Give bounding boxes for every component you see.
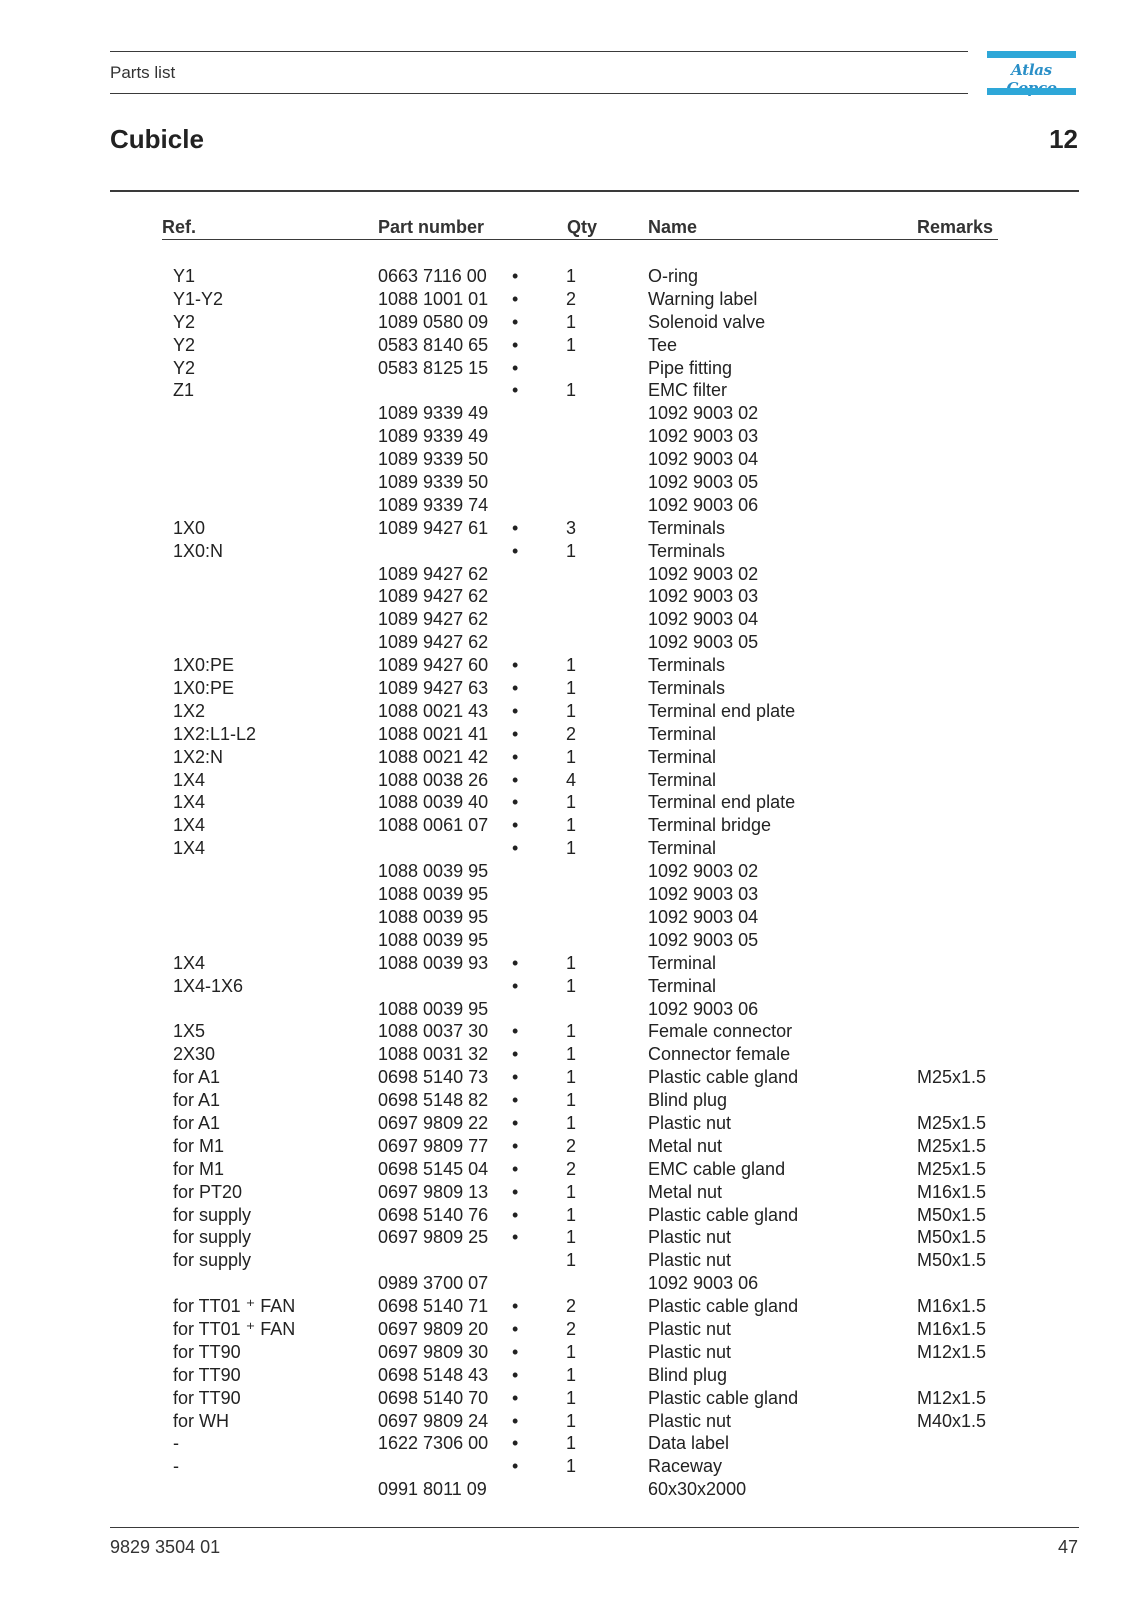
qty-cell: 2 — [566, 1135, 577, 1156]
qty-cell: 1 — [566, 1204, 577, 1225]
bullet-marker: • — [512, 1456, 519, 1477]
part-number-cell: 0698 5145 04 — [378, 1158, 489, 1179]
table-row — [0, 1112, 1131, 1135]
qty-cell: 1 — [566, 678, 577, 699]
part-number-cell: 1088 0021 43 — [378, 700, 489, 721]
bullet-marker: • — [512, 1090, 519, 1111]
qty-cell: 1 — [566, 1364, 577, 1385]
part-number-cell: 0697 9809 77 — [378, 1135, 489, 1156]
part-number-cell: 0698 5140 71 — [378, 1296, 489, 1317]
name-cell: Metal nut — [648, 1135, 723, 1156]
qty-cell: 2 — [566, 1318, 577, 1339]
ref-cell: Y2 — [173, 357, 196, 378]
table-row — [0, 265, 1131, 288]
ref-cell: 1X4-1X6 — [173, 975, 244, 996]
name-cell: 1092 9003 03 — [648, 426, 759, 447]
title-rule — [110, 190, 1079, 192]
qty-cell: 2 — [566, 288, 577, 309]
qty-cell: 1 — [566, 655, 577, 676]
bullet-marker: • — [512, 815, 519, 836]
part-number-cell: 0991 8011 09 — [378, 1479, 487, 1500]
parts-table-body — [0, 265, 1131, 1501]
table-row — [0, 746, 1131, 769]
name-cell: Terminal — [648, 746, 717, 767]
bullet-marker: • — [512, 357, 519, 378]
qty-cell: 1 — [566, 311, 577, 332]
name-cell: Plastic nut — [648, 1341, 732, 1362]
table-row — [0, 929, 1131, 952]
table-row — [0, 860, 1131, 883]
bullet-marker: • — [512, 1021, 519, 1042]
qty-cell: 1 — [566, 266, 577, 286]
ref-cell: - — [173, 1433, 179, 1454]
ref-cell: 1X0 — [173, 517, 206, 538]
name-cell: Terminal — [648, 838, 717, 859]
header-top-rule — [110, 51, 968, 52]
table-row — [0, 585, 1131, 608]
name-cell: 1092 9003 06 — [648, 494, 759, 515]
bullet-marker: • — [512, 792, 519, 813]
name-cell: Connector female — [648, 1044, 791, 1065]
ref-cell: 1X4 — [173, 769, 206, 790]
ref-cell: Y2 — [173, 334, 196, 355]
remarks-cell: M25x1.5 — [917, 1067, 987, 1088]
qty-cell: 1 — [566, 334, 577, 355]
part-number-cell: 0697 9809 22 — [378, 1112, 489, 1133]
name-cell: Terminals — [648, 678, 726, 699]
ref-cell: 2X30 — [173, 1044, 216, 1065]
table-row — [0, 402, 1131, 425]
ref-cell: for PT20 — [173, 1181, 243, 1202]
remarks-cell: M12x1.5 — [917, 1341, 987, 1362]
qty-cell: 1 — [566, 975, 577, 996]
part-number-cell: 0989 3700 07 — [378, 1273, 489, 1294]
ref-cell: Z1 — [173, 380, 195, 401]
bullet-marker: • — [512, 1067, 519, 1088]
part-number-cell: 1088 0039 95 — [378, 884, 489, 905]
footer-rule — [110, 1527, 1079, 1528]
qty-cell: 1 — [566, 746, 577, 767]
name-cell: Terminal — [648, 952, 717, 973]
table-row — [0, 334, 1131, 357]
part-number-cell: 0698 5148 82 — [378, 1090, 489, 1111]
part-number-cell: 1088 0039 95 — [378, 998, 489, 1019]
ref-cell: 1X0:PE — [173, 655, 235, 676]
name-cell: Metal nut — [648, 1181, 723, 1202]
part-number-cell: 1088 0031 32 — [378, 1044, 489, 1065]
remarks-cell: M16x1.5 — [917, 1296, 987, 1317]
name-cell: Terminal — [648, 975, 717, 996]
name-cell: 1092 9003 04 — [648, 609, 759, 630]
part-number-cell: 1088 0039 95 — [378, 929, 489, 950]
bullet-marker: • — [512, 266, 519, 286]
qty-cell: 1 — [566, 1090, 577, 1111]
ref-cell: 1X0:N — [173, 540, 224, 561]
column-header-remarks: Remarks — [917, 217, 994, 237]
part-number-cell: 1089 9427 62 — [378, 632, 489, 653]
table-row — [0, 1226, 1131, 1249]
bullet-marker: • — [512, 311, 519, 332]
part-number-cell: 1089 0580 09 — [378, 311, 489, 332]
name-cell: 1092 9003 02 — [648, 861, 759, 882]
table-row — [0, 1272, 1131, 1295]
remarks-cell: M50x1.5 — [917, 1250, 987, 1271]
name-cell: 1092 9003 05 — [648, 632, 759, 653]
qty-cell: 1 — [566, 815, 577, 836]
part-number-cell: 1088 0039 40 — [378, 792, 489, 813]
name-cell: EMC filter — [648, 380, 728, 401]
ref-cell: 1X4 — [173, 952, 206, 973]
qty-cell: 1 — [566, 1021, 577, 1042]
table-row — [0, 540, 1131, 563]
logo-text: Atlas — [1011, 61, 1052, 79]
name-cell: Plastic nut — [648, 1250, 732, 1271]
part-number-cell: 1089 9427 62 — [378, 586, 489, 607]
table-row — [0, 288, 1131, 311]
part-number-cell: 1089 9427 61 — [378, 517, 489, 538]
bullet-marker: • — [512, 1112, 519, 1133]
atlas-copco-logo — [987, 51, 1076, 95]
table-row — [0, 608, 1131, 631]
qty-cell: 1 — [566, 1433, 577, 1454]
ref-cell: 1X5 — [173, 1021, 206, 1042]
table-row — [0, 837, 1131, 860]
qty-cell: 1 — [566, 540, 577, 561]
table-row — [0, 1432, 1131, 1455]
qty-cell: 1 — [566, 792, 577, 813]
bullet-marker: • — [512, 700, 519, 721]
part-number-cell: 0583 8125 15 — [378, 357, 489, 378]
qty-cell: 2 — [566, 1158, 577, 1179]
remarks-cell: M16x1.5 — [917, 1318, 987, 1339]
qty-cell: 1 — [566, 1341, 577, 1362]
bullet-marker: • — [512, 655, 519, 676]
part-number-cell: 1089 9339 49 — [378, 426, 489, 447]
part-number-cell: 0697 9809 24 — [378, 1410, 489, 1431]
qty-cell: 1 — [566, 1227, 577, 1248]
table-row — [0, 1158, 1131, 1181]
name-cell: Blind plug — [648, 1364, 728, 1385]
name-cell: 1092 9003 05 — [648, 929, 759, 950]
table-row — [0, 631, 1131, 654]
name-cell: Terminal bridge — [648, 815, 772, 836]
qty-cell: 2 — [566, 723, 577, 744]
page-title: Cubicle — [110, 124, 204, 154]
table-row — [0, 769, 1131, 792]
qty-cell: 3 — [566, 517, 577, 538]
part-number-cell: 0583 8140 65 — [378, 334, 489, 355]
ref-cell: 1X2 — [173, 700, 206, 721]
name-cell: Plastic cable gland — [648, 1204, 799, 1225]
ref-cell: 1X2:L1-L2 — [173, 723, 257, 744]
qty-cell: 1 — [566, 1410, 577, 1431]
name-cell: 1092 9003 02 — [648, 563, 759, 584]
part-number-cell: 1088 0038 26 — [378, 769, 489, 790]
ref-cell: for TT90 — [173, 1341, 241, 1362]
qty-cell: 4 — [566, 769, 577, 790]
name-cell: Blind plug — [648, 1090, 728, 1111]
document-number: 9829 3504 01 — [110, 1537, 221, 1557]
part-number-cell: 1088 0037 30 — [378, 1021, 489, 1042]
table-row — [0, 791, 1131, 814]
ref-cell: for TT01 ⁺ FAN — [173, 1296, 296, 1317]
table-row — [0, 1295, 1131, 1318]
bullet-marker: • — [512, 1227, 519, 1248]
name-cell: Plastic cable gland — [648, 1296, 799, 1317]
ref-cell: 1X0:PE — [173, 678, 235, 699]
table-row — [0, 883, 1131, 906]
table-row — [0, 1364, 1131, 1387]
table-row — [0, 1020, 1131, 1043]
qty-cell: 2 — [566, 1296, 577, 1317]
ref-cell: 1X4 — [173, 792, 206, 813]
ref-cell: for A1 — [173, 1112, 221, 1133]
table-row — [0, 311, 1131, 334]
bullet-marker: • — [512, 1296, 519, 1317]
name-cell: Terminal — [648, 769, 717, 790]
bullet-marker: • — [512, 380, 519, 401]
table-row — [0, 471, 1131, 494]
table-row — [0, 448, 1131, 471]
name-cell: O-ring — [648, 266, 699, 286]
remarks-cell: M50x1.5 — [917, 1204, 987, 1225]
part-number-cell: 0697 9809 20 — [378, 1318, 489, 1339]
part-number-cell: 1089 9339 50 — [378, 472, 489, 493]
table-row — [0, 1066, 1131, 1089]
name-cell: Terminals — [648, 517, 726, 538]
ref-cell: for WH — [173, 1410, 229, 1431]
ref-cell: 1X2:N — [173, 746, 224, 767]
table-row — [0, 517, 1131, 540]
name-cell: Plastic nut — [648, 1410, 732, 1431]
table-row — [0, 1341, 1131, 1364]
part-number-cell: 0697 9809 13 — [378, 1181, 489, 1202]
table-row — [0, 654, 1131, 677]
name-cell: Solenoid valve — [648, 311, 766, 332]
bullet-marker: • — [512, 1364, 519, 1385]
part-number-cell: 1089 9427 62 — [378, 609, 489, 630]
table-row — [0, 494, 1131, 517]
table-row — [0, 1478, 1131, 1501]
name-cell: Warning label — [648, 288, 758, 309]
qty-cell: 1 — [566, 1456, 577, 1477]
table-row — [0, 563, 1131, 586]
name-cell: Terminals — [648, 540, 726, 561]
ref-cell: 1X4 — [173, 815, 206, 836]
part-number-cell: 0663 7116 00 — [378, 266, 487, 286]
remarks-cell: M12x1.5 — [917, 1387, 987, 1408]
name-cell: 1092 9003 02 — [648, 403, 759, 424]
name-cell: Data label — [648, 1433, 730, 1454]
table-row — [0, 1410, 1131, 1433]
name-cell: Terminal — [648, 723, 717, 744]
table-row — [0, 998, 1131, 1021]
bullet-marker: • — [512, 952, 519, 973]
column-header-name: Name — [648, 217, 698, 237]
part-number-cell: 1089 9339 74 — [378, 494, 489, 515]
name-cell: Tee — [648, 334, 678, 355]
remarks-cell: M50x1.5 — [917, 1227, 987, 1248]
part-number-cell: 0698 5140 76 — [378, 1204, 489, 1225]
bullet-marker: • — [512, 540, 519, 561]
part-number-cell: 1088 1001 01 — [378, 288, 489, 309]
part-number-cell: 1088 0021 41 — [378, 723, 489, 744]
ref-cell: for A1 — [173, 1090, 221, 1111]
bullet-marker: • — [512, 1318, 519, 1339]
bullet-marker: • — [512, 288, 519, 309]
table-row — [0, 1387, 1131, 1410]
bullet-marker: • — [512, 1135, 519, 1156]
header-label: Parts list — [110, 63, 176, 82]
table-row — [0, 677, 1131, 700]
ref-cell: for M1 — [173, 1135, 225, 1156]
name-cell: 1092 9003 05 — [648, 472, 759, 493]
table-row — [0, 952, 1131, 975]
name-cell: Plastic nut — [648, 1112, 732, 1133]
qty-cell: 1 — [566, 838, 577, 859]
name-cell: Plastic cable gland — [648, 1067, 799, 1088]
table-row — [0, 906, 1131, 929]
part-number-cell: 0697 9809 30 — [378, 1341, 489, 1362]
name-cell: 1092 9003 03 — [648, 884, 759, 905]
table-row — [0, 1043, 1131, 1066]
qty-cell: 1 — [566, 700, 577, 721]
name-cell: Female connector — [648, 1021, 793, 1042]
qty-cell: 1 — [566, 380, 577, 401]
part-number-cell: 1088 0039 95 — [378, 906, 489, 927]
ref-cell: 1X4 — [173, 838, 206, 859]
name-cell: Terminal end plate — [648, 792, 796, 813]
ref-cell: for TT90 — [173, 1387, 241, 1408]
bullet-marker: • — [512, 1341, 519, 1362]
table-row — [0, 1181, 1131, 1204]
part-number-cell: 1622 7306 00 — [378, 1433, 489, 1454]
bullet-marker: • — [512, 723, 519, 744]
ref-cell: for supply — [173, 1250, 252, 1271]
name-cell: Plastic cable gland — [648, 1387, 799, 1408]
name-cell: 1092 9003 04 — [648, 449, 759, 470]
table-row — [0, 700, 1131, 723]
table-row — [0, 1204, 1131, 1227]
remarks-cell: M25x1.5 — [917, 1158, 987, 1179]
name-cell: EMC cable gland — [648, 1158, 786, 1179]
part-number-cell: 1088 0039 93 — [378, 952, 489, 973]
part-number-cell: 1089 9339 50 — [378, 449, 489, 470]
bullet-marker: • — [512, 838, 519, 859]
table-row — [0, 357, 1131, 380]
bullet-marker: • — [512, 1181, 519, 1202]
ref-cell: - — [173, 1456, 179, 1477]
bullet-marker: • — [512, 517, 519, 538]
qty-cell: 1 — [566, 1112, 577, 1133]
ref-cell: Y2 — [173, 311, 196, 332]
remarks-cell: M40x1.5 — [917, 1410, 987, 1431]
name-cell: Plastic nut — [648, 1318, 732, 1339]
ref-cell: Y1-Y2 — [173, 288, 224, 309]
bullet-marker: • — [512, 334, 519, 355]
table-row — [0, 1249, 1131, 1272]
bullet-marker: • — [512, 769, 519, 790]
name-cell: Terminals — [648, 655, 726, 676]
table-row — [0, 379, 1131, 402]
table-row — [0, 975, 1131, 998]
part-number-cell: 1089 9339 49 — [378, 403, 489, 424]
name-cell: 1092 9003 06 — [648, 998, 759, 1019]
table-row — [0, 723, 1131, 746]
chapter-number: 12 — [1049, 124, 1078, 154]
part-number-cell: 1088 0061 07 — [378, 815, 489, 836]
table-row — [0, 814, 1131, 837]
bullet-marker: • — [512, 1158, 519, 1179]
ref-cell: for supply — [173, 1204, 252, 1225]
column-header-part-number: Part number — [378, 217, 485, 237]
name-cell: Terminal end plate — [648, 700, 796, 721]
bullet-marker: • — [512, 975, 519, 996]
remarks-cell: M25x1.5 — [917, 1135, 987, 1156]
bullet-marker: • — [512, 746, 519, 767]
bullet-marker: • — [512, 678, 519, 699]
name-cell: 1092 9003 03 — [648, 586, 759, 607]
qty-cell: 1 — [566, 952, 577, 973]
part-number-cell: 1088 0021 42 — [378, 746, 489, 767]
page-number: 47 — [1057, 1537, 1078, 1557]
column-header-ref: Ref. — [162, 217, 197, 237]
table-row — [0, 1089, 1131, 1112]
part-number-cell: 0697 9809 25 — [378, 1227, 489, 1248]
qty-cell: 1 — [566, 1250, 577, 1271]
remarks-cell: M16x1.5 — [917, 1181, 987, 1202]
table-row — [0, 1318, 1131, 1341]
name-cell: 1092 9003 06 — [648, 1273, 759, 1294]
part-number-cell: 1089 9427 60 — [378, 655, 489, 676]
column-header-qty: Qty — [567, 217, 598, 237]
table-row — [0, 1135, 1131, 1158]
remarks-cell: M25x1.5 — [917, 1112, 987, 1133]
qty-cell: 1 — [566, 1067, 577, 1088]
qty-cell: 1 — [566, 1387, 577, 1408]
header-bottom-rule — [110, 93, 968, 94]
bullet-marker: • — [512, 1433, 519, 1454]
qty-cell: 1 — [566, 1181, 577, 1202]
table-row — [0, 425, 1131, 448]
part-number-cell: 1089 9427 62 — [378, 563, 489, 584]
name-cell: 60x30x2000 — [648, 1479, 747, 1500]
part-number-cell: 0698 5148 43 — [378, 1364, 489, 1385]
ref-cell: Y1 — [173, 266, 196, 286]
part-number-cell: 0698 5140 73 — [378, 1067, 489, 1088]
qty-cell: 1 — [566, 1044, 577, 1065]
name-cell: Plastic nut — [648, 1227, 732, 1248]
ref-cell: for M1 — [173, 1158, 225, 1179]
name-cell: Pipe fitting — [648, 357, 733, 378]
ref-cell: for supply — [173, 1227, 252, 1248]
table-row — [0, 1455, 1131, 1478]
ref-cell: for TT90 — [173, 1364, 241, 1385]
part-number-cell: 0698 5140 70 — [378, 1387, 489, 1408]
bullet-marker: • — [512, 1387, 519, 1408]
ref-cell: for A1 — [173, 1067, 221, 1088]
name-cell: 1092 9003 04 — [648, 906, 759, 927]
part-number-cell: 1088 0039 95 — [378, 861, 489, 882]
part-number-cell: 1089 9427 63 — [378, 678, 489, 699]
ref-cell: for TT01 ⁺ FAN — [173, 1318, 296, 1339]
bullet-marker: • — [512, 1204, 519, 1225]
bullet-marker: • — [512, 1410, 519, 1431]
bullet-marker: • — [512, 1044, 519, 1065]
table-header-rule — [162, 239, 998, 240]
name-cell: Raceway — [648, 1456, 723, 1477]
